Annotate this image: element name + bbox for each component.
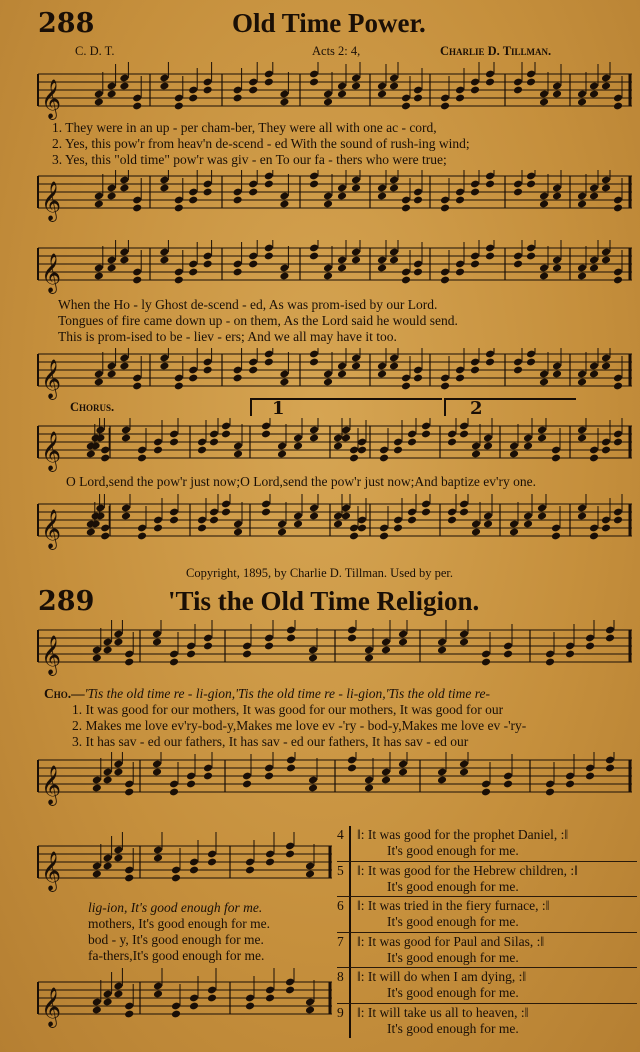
copyright-notice: Copyright, 1895, by Charlie D. Tillman. Used by per. <box>186 566 454 580</box>
cho-label: Cho.— <box>44 686 85 701</box>
extra-verse-refrain: It's good enough for me. <box>387 843 519 858</box>
extra-verse-number: 5 <box>337 862 344 878</box>
lyric-line: 3. It has sav - ed our fathers, It has sav - ed our fathers, It has sav - ed our <box>72 734 469 749</box>
extra-verses <box>337 826 637 1038</box>
treble-clef-icon: 𝄞 <box>41 253 62 293</box>
bass-staff-5 <box>0 968 340 1034</box>
lyric-line: 2. Makes me love ev'ry-bod-y,Makes me love ev -'ry - bod-y,Makes me love ev -'ry- <box>72 718 527 733</box>
extra-verse-line: ‖: It was tried in the fiery furnace, :‖ <box>357 898 550 913</box>
lyric-line: lig-ion, It's good enough for me. <box>88 900 263 915</box>
verse-block-2 <box>58 297 458 345</box>
scripture-ref: Acts 2: 4, <box>312 44 361 58</box>
lyric-line: fa-thers,It's good enough for me. <box>88 948 265 963</box>
treble-staff-3 <box>0 418 640 472</box>
lyric-line: Tongues of fire came down up - on them, As the Lord said he would send. <box>58 313 458 328</box>
chorus-lyric <box>44 686 490 702</box>
second-ending-bracket <box>444 398 576 419</box>
lyric-line: bod - y, It's good enough for me. <box>88 932 264 947</box>
chorus-lyric: O Lord,send the pow'r just now;O Lord,send the pow'r just now;And baptize ev'ry one. <box>66 474 536 489</box>
treble-clef-icon: 𝄞 <box>41 79 62 119</box>
treble-clef-icon: 𝄞 <box>41 851 62 891</box>
hymn-title: 'Tis the Old Time Religion. <box>168 586 480 616</box>
verse-block-4 <box>88 900 270 964</box>
lyric-line: 1. They were in an up - per cham-ber, They were all with one ac - cord, <box>52 120 437 135</box>
hymn-number: 289 <box>38 586 95 617</box>
lyric-line: This is prom-ised to be - liev - ers; And we all may have it too. <box>58 329 397 344</box>
treble-staff-1 <box>0 62 640 124</box>
verse-divider <box>349 933 351 968</box>
extra-verse-line: ‖: It will take us all to heaven, :‖ <box>357 1004 529 1020</box>
second-ending-number: 2 <box>470 398 483 419</box>
chorus-label: Chorus. <box>70 400 115 414</box>
verse-divider <box>349 897 351 932</box>
composer-credit: Charlie D. Tillman. <box>440 44 552 58</box>
verse-divider <box>349 968 351 1003</box>
treble-staff-5 <box>0 832 340 898</box>
extra-verse <box>337 968 637 1004</box>
treble-staff-2 <box>0 240 640 296</box>
cho-text: 'Tis the old time re - li-gion,'Tis the old time re - li-gion,'Tis the old time re- <box>84 686 491 701</box>
extra-verse-refrain: It's good enough for me. <box>387 878 519 894</box>
extra-verse <box>337 933 637 969</box>
treble-clef-icon: 𝄞 <box>41 765 62 805</box>
extra-verse-number: 6 <box>337 898 344 913</box>
lyric-line: When the Ho - ly Ghost de-scend - ed, As was prom-ised by our Lord. <box>58 297 438 312</box>
verse-block-3 <box>72 702 526 750</box>
first-ending-number: 1 <box>272 398 285 419</box>
first-ending-bracket <box>250 398 442 419</box>
bass-staff-4 <box>0 752 640 812</box>
extra-verse <box>337 862 637 898</box>
hymn-title: Old Time Power. <box>232 8 426 38</box>
treble-clef-icon: 𝄞 <box>41 181 62 221</box>
extra-verse-number: 9 <box>337 1004 344 1020</box>
verse-divider <box>349 826 351 861</box>
verse-divider <box>349 862 351 897</box>
meter-label: C. D. T. <box>75 44 115 58</box>
lyric-line: 3. Yes, this "old time" pow'r was giv - en To our fa - thers who were true; <box>52 152 447 167</box>
treble-clef-icon: 𝄞 <box>41 359 62 399</box>
extra-verse-number: 7 <box>337 933 344 949</box>
extra-verse <box>337 1004 637 1039</box>
treble-clef-icon: 𝄞 <box>41 509 62 549</box>
treble-clef-icon: 𝄞 <box>41 431 62 471</box>
treble-clef-icon: 𝄞 <box>41 635 62 675</box>
extra-verse-line: ‖: It was good for the Hebrew children, :‖ <box>357 862 578 878</box>
bass-staff-2 <box>0 348 640 400</box>
treble-staff-4 <box>0 620 640 682</box>
extra-verse-refrain: It's good enough for me. <box>387 1020 519 1036</box>
lyric-line: 2. Yes, this pow'r from heav'n de-scend - ed With the sound of rush-ing wind; <box>52 136 470 151</box>
extra-verse-refrain: It's good enough for me. <box>387 914 519 929</box>
extra-verse <box>337 826 637 862</box>
bass-staff-1 <box>0 170 640 230</box>
extra-verse-line: ‖: It was good for the prophet Daniel, :‖ <box>357 827 569 842</box>
extra-verse-line: ‖: It will do when I am dying, :‖ <box>357 969 527 984</box>
lyric-line: mothers, It's good enough for me. <box>88 916 271 931</box>
treble-clef-icon: 𝄞 <box>41 987 62 1027</box>
extra-verse-refrain: It's good enough for me. <box>387 949 519 965</box>
extra-verse-line: ‖: It was good for Paul and Silas, :‖ <box>357 933 545 949</box>
lyric-line: 1. It was good for our mothers, It was good for our mothers, It was good for our <box>72 702 504 717</box>
extra-verse-number: 4 <box>337 827 344 842</box>
verse-block-1 <box>52 120 470 168</box>
extra-verse <box>337 897 637 933</box>
bass-staff-3 <box>0 494 640 556</box>
hymn-number: 288 <box>38 8 95 39</box>
verse-divider <box>349 1004 351 1039</box>
extra-verse-number: 8 <box>337 969 344 984</box>
extra-verse-refrain: It's good enough for me. <box>387 985 519 1000</box>
